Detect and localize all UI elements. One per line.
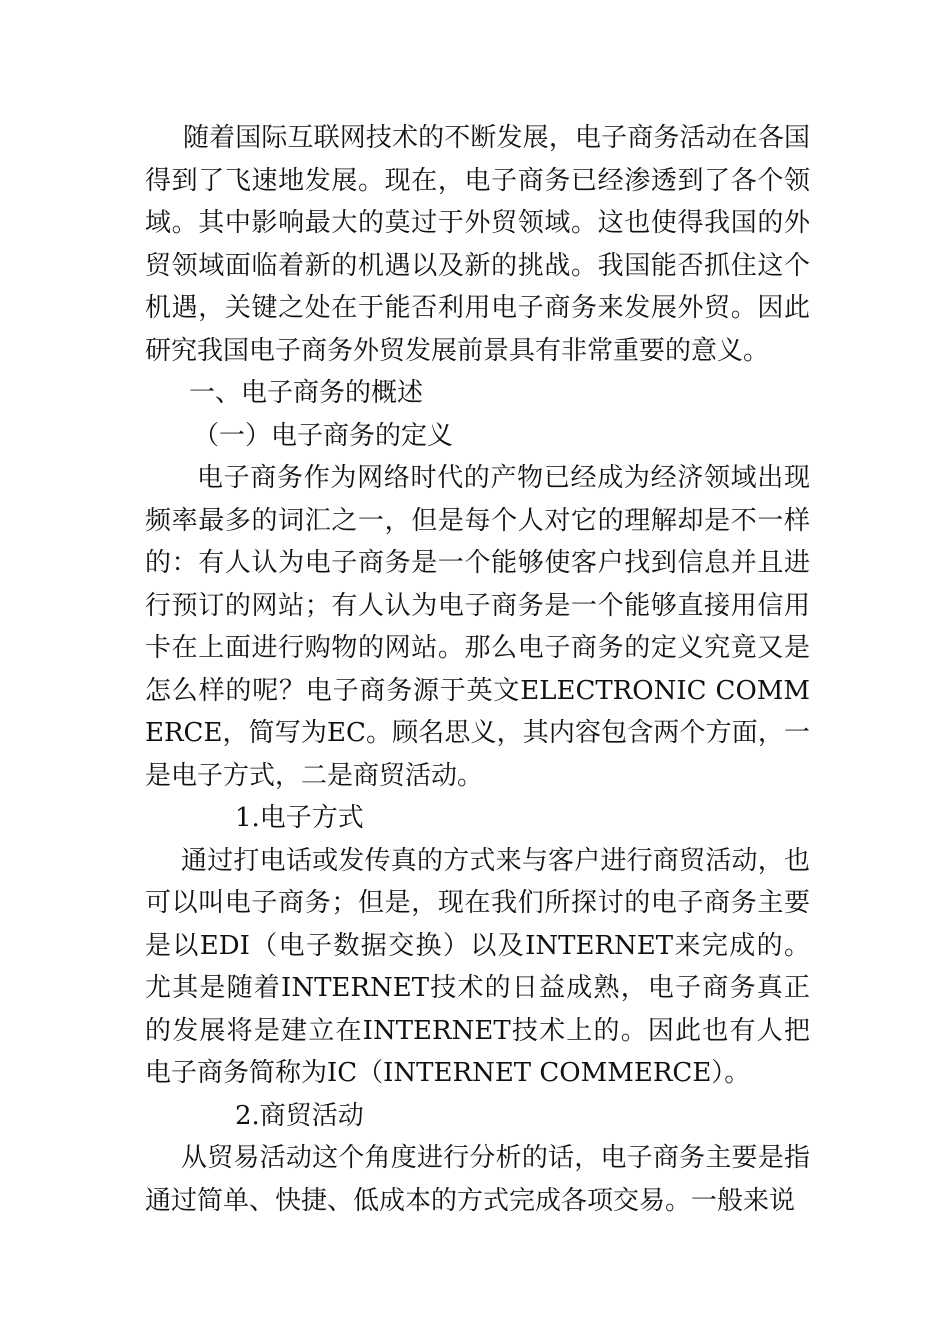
- definition-paragraph: 电子商务作为网络时代的产物已经成为经济领域出现频率最多的词汇之一，但是每个人对它的理解却是不一样的：有人认为电子商务是一个能够使客户找到信息并且进行预订的网站；有人认为电子商务是一个能够直接用信用卡在上面进行购物的网站。那么电子商务的定义究竟又是怎么样的呢？电子商务源于英文ELECTRONIC COMMERCE，简写为EC。顾名思义，其内容包含两个方面，一是电子方式，二是商贸活动。: [145, 463, 810, 791]
- item-heading-electronic-means: 1.电子方式: [235, 803, 364, 833]
- document-body: [145, 117, 810, 1222]
- item-heading-trade-activity: 2.商贸活动: [235, 1100, 364, 1131]
- intro-paragraph: 随着国际互联网技术的不断发展，电子商务活动在各国得到了飞速地发展。现在，电子商务已经渗透到了各个领域。其中影响最大的莫过于外贸领域。这也使得我国的外贸领域面临着新的机遇以及新的挑战。我国能否抓住这个机遇，关键之处在于能否利用电子商务来发展外贸。因此研究我国电子商务外贸发展前景具有非常重要的意义。: [145, 123, 810, 366]
- trade-activity-paragraph: 从贸易活动这个角度进行分析的话，电子商务主要是指通过简单、快捷、低成本的方式完成各项交易。一般来说: [145, 1143, 810, 1216]
- electronic-means-paragraph: 通过打电话或发传真的方式来与客户进行商贸活动，也可以叫电子商务；但是，现在我们所探讨的电子商务主要是以EDI（电子数据交换）以及INTERNET来完成的。尤其是随着INTERNET技术的日益成熟，电子商务真正的发展将是建立在INTERNET技术上的。因此也有人把电子商务简称为IC（INTERNET COMMERCE）。: [145, 845, 810, 1088]
- section-heading: 一、电子商务的概述: [189, 378, 424, 408]
- subsection-heading: （一）电子商务的定义: [193, 420, 454, 451]
